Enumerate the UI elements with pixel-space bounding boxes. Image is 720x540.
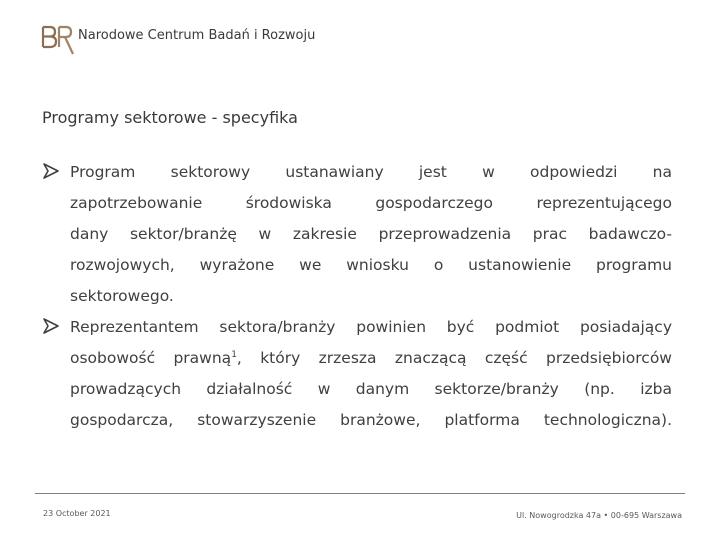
bullet-item [42,157,672,312]
ncbr-logo-icon [40,20,80,56]
footnote-mark: 1 [231,349,237,360]
slide-title: Programy sektorowe - specyfika [42,108,298,127]
bullet-text-line: dany sektor/branżę w zakresie przeprowadzenia prac badawczo- [70,225,672,243]
bullet-text-line: gospodarcza, stowarzyszenie branżowe, platforma technologiczna). [70,411,672,429]
bullet-text-line: sektorowego. [70,287,174,305]
bullet-text-line: zapotrzebowanie środowiska gospodarczego reprezentującego [70,194,672,212]
footer-divider [35,493,685,494]
footer-date: 23 October 2021 [43,509,111,518]
bullet-text-segment: osobowość prawną [70,349,232,367]
header [40,20,420,60]
bullet-text-line: prowadzących działalność w danym sektorze/branży (np. izba [70,380,672,398]
bullet-text-line: Program sektorowy ustanawiany jest w odpowiedzi na [70,163,672,181]
footer-address: Ul. Nowogrodzka 47a • 00-695 Warszawa [516,511,682,520]
slide-content [42,157,672,436]
bullet-text-segment: , który zrzesza znaczącą część przedsiębiorców [236,349,672,367]
arrow-bullet-icon [42,317,60,335]
organization-name: Narodowe Centrum Badań i Rozwoju [78,28,316,43]
bullet-text-line: rozwojowych, wyrażone we wniosku o ustanowienie programu [70,256,672,274]
bullet-text-line [70,343,672,374]
bullet-item [42,312,672,436]
arrow-bullet-icon [42,162,60,180]
bullet-text-line: Reprezentantem sektora/branży powinien być podmiot posiadający [70,318,672,336]
